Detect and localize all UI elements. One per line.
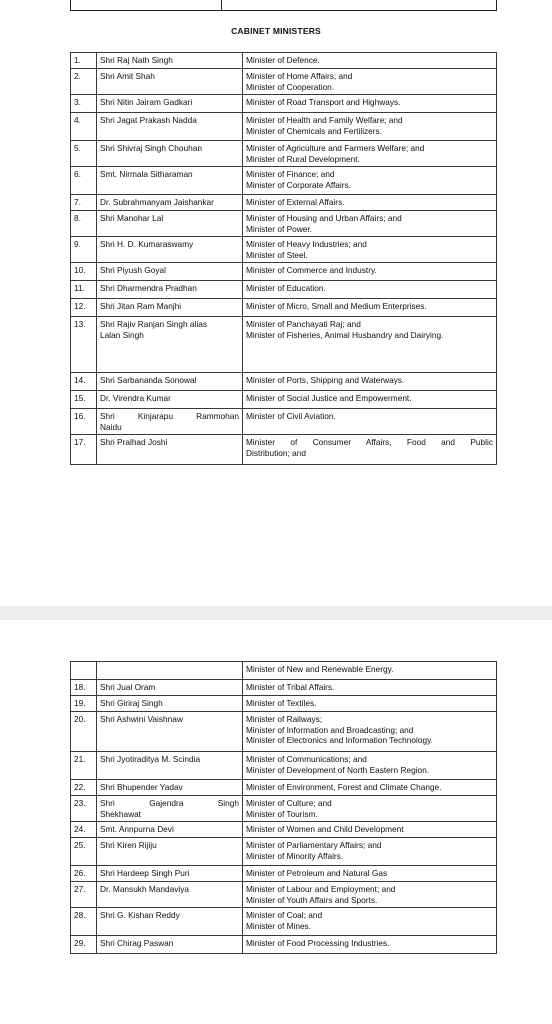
table-row (71, 391, 497, 409)
portfolio-line: Minister of Commerce and Industry. (246, 265, 377, 275)
name-line: Shri Gajendra Singh (100, 798, 239, 808)
portfolio-line: Minister of Ports, Shipping and Waterways. (246, 375, 405, 385)
minister-name (97, 409, 243, 435)
table-row (71, 712, 497, 752)
minister-name (97, 237, 243, 263)
column-divider (221, 0, 222, 10)
minister-name (97, 263, 243, 281)
name-line: Shri H. D. Kumaraswamy (100, 239, 194, 249)
row-number: 22. (71, 780, 97, 796)
table-row (71, 167, 497, 195)
table-row (71, 113, 497, 141)
portfolio-line: Minister of Civil Aviation. (246, 411, 336, 421)
portfolio-line: Minister of Defence. (246, 55, 320, 65)
name-line: Shri Raj Nath Singh (100, 55, 173, 65)
portfolio (243, 373, 497, 391)
name-line: Smt. Nirmala Sitharaman (100, 169, 193, 179)
portfolio-line: Minister of Culture; and (246, 798, 332, 808)
portfolio-line: Minister of Road Transport and Highways. (246, 97, 401, 107)
row-number: 5. (71, 141, 97, 167)
row-number (71, 662, 97, 680)
row-number: 12. (71, 299, 97, 317)
portfolio (243, 822, 497, 838)
portfolio (243, 712, 497, 752)
name-line: Shri Manohar Lal (100, 213, 164, 223)
row-number: 29. (71, 936, 97, 954)
table-row (71, 866, 497, 882)
minister-name (97, 69, 243, 95)
table-row (71, 435, 497, 465)
minister-name (97, 195, 243, 211)
portfolio (243, 780, 497, 796)
table-row (71, 822, 497, 838)
table-row (71, 662, 497, 680)
minister-name (97, 822, 243, 838)
portfolio-line: Minister of Social Justice and Empowerment. (246, 393, 412, 403)
row-number: 18. (71, 680, 97, 696)
name-line: Shri Jitan Ram Manjhi (100, 301, 182, 311)
table-row (71, 908, 497, 936)
table-row (71, 696, 497, 712)
name-line: Shri Amit Shah (100, 71, 155, 81)
name-line: Shri Shivraj Singh Chouhan (100, 143, 202, 153)
portfolio-line: Minister of Home Affairs; and (246, 71, 353, 81)
minister-name (97, 391, 243, 409)
row-number: 23. (71, 796, 97, 822)
name-line: Shri Jual Oram (100, 682, 156, 692)
name-line: Dr. Mansukh Mandaviya (100, 884, 190, 894)
portfolio (243, 211, 497, 237)
table-row (71, 95, 497, 113)
portfolio (243, 141, 497, 167)
table-row (71, 796, 497, 822)
row-number: 10. (71, 263, 97, 281)
minister-name (97, 435, 243, 465)
portfolio-line: Minister of Education. (246, 283, 326, 293)
portfolio-line: Minister of Petroleum and Natural Gas (246, 868, 388, 878)
minister-name (97, 696, 243, 712)
portfolio (243, 662, 497, 680)
name-line: Shri Kiren Rijiju (100, 840, 157, 850)
portfolio-line: Minister of Railways; (246, 714, 323, 724)
row-number: 7. (71, 195, 97, 211)
table-row (71, 53, 497, 69)
table-row (71, 409, 497, 435)
table-row (71, 299, 497, 317)
portfolio-line: Minister of Rural Development. (246, 153, 360, 164)
portfolio-line: Minister of Development of North Eastern Region. (246, 764, 430, 775)
portfolio-line: Minister of Corporate Affairs. (246, 179, 351, 190)
table-row (71, 752, 497, 780)
minister-name (97, 882, 243, 908)
name-line: Shri Jagat Prakash Nadda (100, 115, 197, 125)
name-line: Shri G. Kishan Reddy (100, 910, 180, 920)
section-heading: CABINET MINISTERS (231, 26, 321, 36)
row-number: 11. (71, 281, 97, 299)
row-number: 20. (71, 712, 97, 752)
table-row (71, 211, 497, 237)
portfolio (243, 409, 497, 435)
portfolio-line: Minister of Textiles. (246, 698, 317, 708)
name-line: Shekhawat (100, 808, 142, 819)
portfolio-line: Minister of Youth Affairs and Sports. (246, 894, 378, 905)
name-line: Shri Pralhad Joshi (100, 437, 168, 447)
portfolio-line: Minister of Finance; and (246, 169, 335, 179)
minister-name (97, 908, 243, 936)
portfolio-line: Minister of Communications; and (246, 754, 367, 764)
portfolio-line: Minister of Tourism. (246, 808, 318, 819)
portfolio (243, 936, 497, 954)
portfolio-line: Minister of Agriculture and Farmers Welfare; and (246, 143, 425, 153)
row-number: 4. (71, 113, 97, 141)
minister-name (97, 796, 243, 822)
portfolio-line: Minister of Tribal Affairs. (246, 682, 335, 692)
portfolio (243, 435, 497, 465)
name-line: Shri Jyotiraditya M. Scindia (100, 754, 201, 764)
portfolio-line: Minister of New and Renewable Energy. (246, 664, 394, 674)
portfolio (243, 263, 497, 281)
row-number: 24. (71, 822, 97, 838)
portfolio-line: Minister of Information and Broadcasting; and (246, 724, 414, 735)
row-number: 9. (71, 237, 97, 263)
portfolio (243, 195, 497, 211)
row-number: 28. (71, 908, 97, 936)
row-number: 19. (71, 696, 97, 712)
portfolio-line: Minister of Chemicals and Fertilizers. (246, 125, 383, 136)
table-row (71, 69, 497, 95)
portfolio (243, 866, 497, 882)
row-number: 26. (71, 866, 97, 882)
minister-name (97, 712, 243, 752)
name-line: Smt. Annpurna Devi (100, 824, 174, 834)
minister-name (97, 113, 243, 141)
table-row (71, 838, 497, 866)
minister-name (97, 211, 243, 237)
portfolio-line: Minister of Panchayati Raj; and (246, 319, 361, 329)
minister-name (97, 838, 243, 866)
minister-name (97, 299, 243, 317)
portfolio-line: Minister of Coal; and (246, 910, 323, 920)
name-line: Lalan Singh (100, 329, 144, 340)
portfolio (243, 53, 497, 69)
cabinet-ministers-table-page-2 (70, 661, 497, 954)
table-row (71, 936, 497, 954)
portfolio (243, 69, 497, 95)
portfolio-line: Minister of Micro, Small and Medium Enterprises. (246, 301, 427, 311)
row-number: 17. (71, 435, 97, 465)
table-row (71, 780, 497, 796)
portfolio (243, 95, 497, 113)
row-number: 25. (71, 838, 97, 866)
table-row (71, 237, 497, 263)
portfolio (243, 696, 497, 712)
name-line: Dr. Virendra Kumar (100, 393, 171, 403)
name-line: Dr. Subrahmanyam Jaishankar (100, 197, 214, 207)
portfolio-line: Minister of Environment, Forest and Climate Change. (246, 782, 442, 792)
portfolio-line: Minister of Power. (246, 223, 312, 234)
minister-name (97, 866, 243, 882)
minister-name (97, 373, 243, 391)
portfolio (243, 281, 497, 299)
minister-name (97, 167, 243, 195)
table-row (71, 141, 497, 167)
minister-name (97, 281, 243, 299)
row-number: 21. (71, 752, 97, 780)
portfolio (243, 391, 497, 409)
cabinet-ministers-table-page-1 (70, 52, 497, 465)
table-row (71, 680, 497, 696)
portfolio-line: Minister of Housing and Urban Affairs; and (246, 213, 402, 223)
portfolio-line: Minister of Labour and Employment; and (246, 884, 396, 894)
document-page-2 (0, 620, 552, 1024)
minister-name (97, 680, 243, 696)
portfolio (243, 237, 497, 263)
name-line: Shri Piyush Goyal (100, 265, 166, 275)
portfolio (243, 752, 497, 780)
name-line: Shri Rajiv Ranjan Singh alias (100, 319, 207, 329)
portfolio-line: Minister of Mines. (246, 920, 312, 931)
table-row (71, 882, 497, 908)
portfolio (243, 113, 497, 141)
row-number: 14. (71, 373, 97, 391)
portfolio-line: Distribution; and (246, 447, 306, 458)
portfolio (243, 908, 497, 936)
row-number: 2. (71, 69, 97, 95)
portfolio-line: Minister of Health and Family Welfare; and (246, 115, 403, 125)
portfolio-line: Minister of Parliamentary Affairs; and (246, 840, 382, 850)
table-row (71, 317, 497, 373)
row-number: 6. (71, 167, 97, 195)
portfolio-line: Minister of Women and Child Development (246, 824, 404, 834)
portfolio-line: Minister of Minority Affairs. (246, 850, 344, 861)
name-line: Shri Nitin Jairam Gadkari (100, 97, 193, 107)
name-line: Shri Bhupender Yadav (100, 782, 183, 792)
row-number: 1. (71, 53, 97, 69)
minister-name (97, 752, 243, 780)
name-line: Shri Hardeep Singh Puri (100, 868, 190, 878)
name-line: Shri Ashwini Vaishnaw (100, 714, 183, 724)
name-line: Shri Chirag Paswan (100, 938, 174, 948)
portfolio (243, 838, 497, 866)
portfolio (243, 167, 497, 195)
portfolio-line: Minister of Electronics and Information Technology. (246, 735, 433, 745)
row-number: 13. (71, 317, 97, 373)
minister-name (97, 936, 243, 954)
previous-table-fragment (70, 0, 497, 11)
row-number: 16. (71, 409, 97, 435)
minister-name (97, 53, 243, 69)
table-row (71, 195, 497, 211)
name-line: Shri Dharmendra Pradhan (100, 283, 197, 293)
name-line: Shri Kinjarapu Rammohan (100, 411, 239, 421)
name-line: Shri Sarbananda Sonowal (100, 375, 197, 385)
portfolio (243, 882, 497, 908)
row-number: 8. (71, 211, 97, 237)
portfolio (243, 796, 497, 822)
portfolio-line: Minister of Steel. (246, 249, 308, 260)
minister-name (97, 95, 243, 113)
portfolio (243, 299, 497, 317)
table-row (71, 281, 497, 299)
name-line: Naidu (100, 421, 122, 432)
portfolio-line: Minister of Consumer Affairs, Food and Public (246, 437, 493, 447)
minister-name (97, 662, 243, 680)
portfolio-line: Minister of Heavy Industries; and (246, 239, 367, 249)
minister-name (97, 141, 243, 167)
name-line: Shri Giriraj Singh (100, 698, 163, 708)
portfolio (243, 680, 497, 696)
minister-name (97, 317, 243, 373)
portfolio-line: Minister of Fisheries, Animal Husbandry and Dairying. (246, 329, 444, 340)
table-row (71, 373, 497, 391)
portfolio-line: Minister of Cooperation. (246, 81, 335, 92)
row-number: 15. (71, 391, 97, 409)
row-number: 27. (71, 882, 97, 908)
row-number: 3. (71, 95, 97, 113)
table-row (71, 263, 497, 281)
portfolio-line: Minister of External Affairs. (246, 197, 345, 207)
portfolio (243, 317, 497, 373)
portfolio-line: Minister of Food Processing Industries. (246, 938, 390, 948)
minister-name (97, 780, 243, 796)
